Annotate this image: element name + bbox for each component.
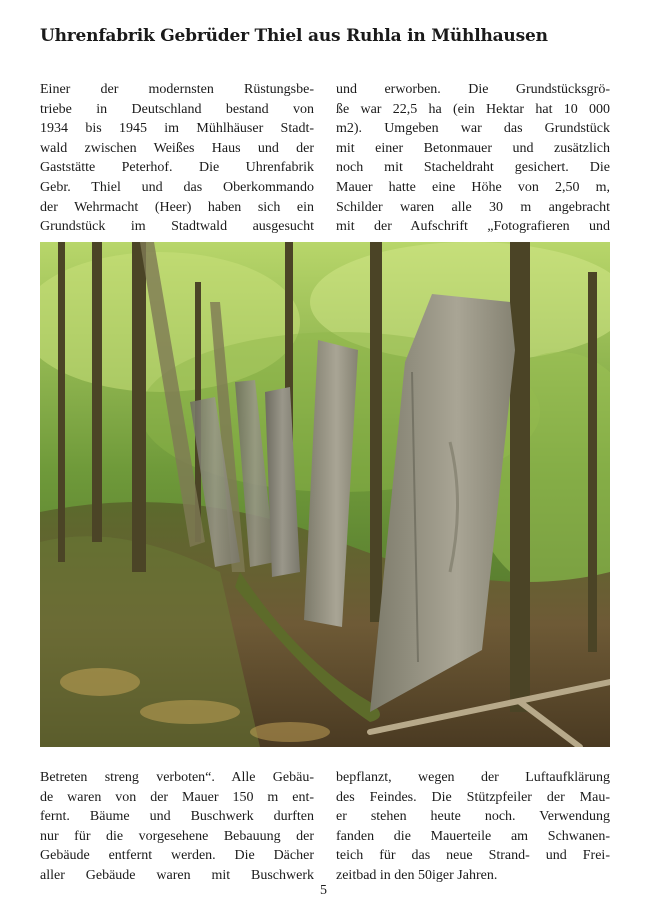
text-line: Gebr. Thiel und das Oberkommando	[40, 179, 314, 195]
text-line: de waren von der Mauer 150 m ent-	[40, 789, 314, 805]
page-title: Uhrenfabrik Gebrüder Thiel aus Ruhla in Mühlhausen	[40, 26, 548, 46]
text-line: Betreten streng verboten“. Alle Gebäu-	[40, 770, 314, 785]
text-line: des Feindes. Die Stützpfeiler der Mau-	[336, 789, 610, 805]
text-line: mit der Aufschrift „Fotografieren und	[336, 219, 610, 235]
text-line: Einer der modernsten Rüstungsbe-	[40, 82, 314, 97]
text-line: er stehen heute noch. Verwendung	[336, 809, 610, 825]
text-line: und erworben. Die Grundstücksgrö-	[336, 82, 610, 97]
continued-text-columns	[40, 768, 610, 886]
text-line: Grundstück im Stadtwald ausgesucht	[40, 219, 314, 235]
page-number: 5	[320, 883, 327, 898]
text-column-left	[40, 768, 314, 886]
text-line: fernt. Bäume und Buschwerk durften	[40, 809, 314, 825]
forest-wall-illustration	[40, 242, 610, 747]
text-line: zeitbad in den 50iger Jahren.	[336, 867, 498, 883]
text-line: triebe in Deutschland bestand von	[40, 101, 314, 117]
text-line: wald zwischen Weißes Haus und der	[40, 140, 314, 156]
text-line: noch mit Stacheldraht gesichert. Die	[336, 160, 610, 176]
text-line: bepflanzt, wegen der Luftaufklärung	[336, 770, 610, 785]
text-column-right	[336, 80, 610, 237]
text-line: der Wehrmacht (Heer) haben sich ein	[40, 199, 314, 215]
text-line: teich für das neue Strand- und Frei-	[336, 848, 610, 864]
text-line: aller Gebäude waren mit Buschwerk	[40, 867, 314, 883]
text-line: Gaststätte Peterhof. Die Uhrenfabrik	[40, 160, 314, 176]
text-column-right	[336, 768, 610, 886]
text-line: ße war 22,5 ha (ein Hektar hat 10 000	[336, 101, 610, 117]
text-line: mit einer Betonmauer und zusätzlich	[336, 140, 610, 156]
text-line: fanden die Mauerteile am Schwanen-	[336, 828, 610, 844]
text-line: m2). Umgeben war das Grundstück	[336, 121, 610, 137]
text-line: 1934 bis 1945 im Mühlhäuser Stadt-	[40, 121, 314, 137]
text-column-left	[40, 80, 314, 237]
text-line: Gebäude entfernt werden. Die Dächer	[40, 848, 314, 864]
text-line: Schilder waren alle 30 m angebracht	[336, 199, 610, 215]
forest-wall-photo	[40, 242, 610, 747]
text-line: Mauer hatte eine Höhe von 2,50 m,	[336, 179, 610, 195]
intro-text-columns	[40, 80, 610, 237]
text-line: nur für die vorgesehene Bebauung der	[40, 828, 314, 844]
